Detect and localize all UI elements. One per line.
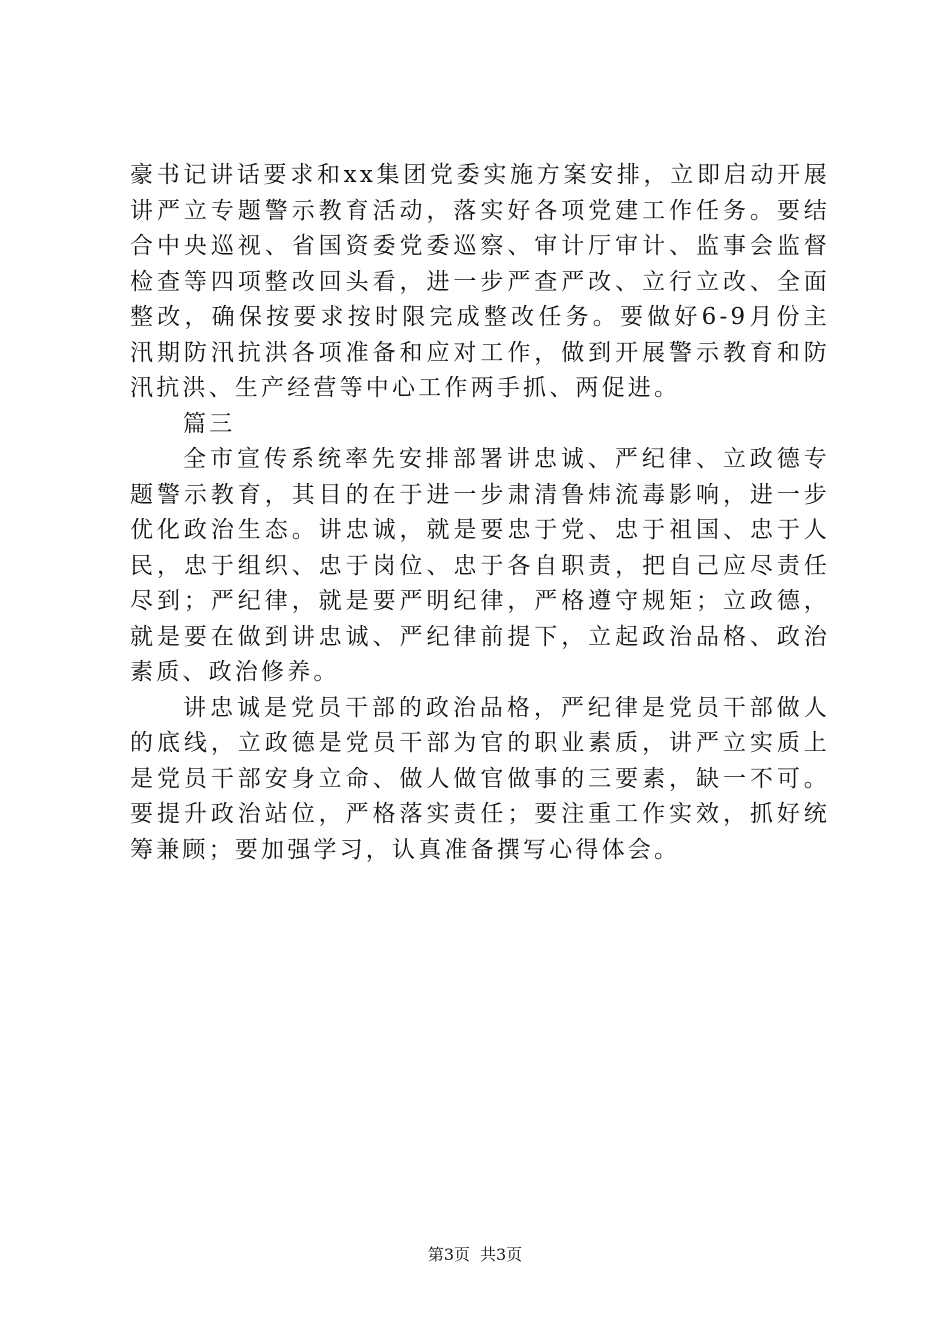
paragraph-continuation: 豪书记讲话要求和xx集团党委实施方案安排，立即启动开展讲严立专题警示教育活动，落实好各项党建工作任务。要结合中央巡视、省国资委党委巡察、审计厅审计、监事会监督检查等四项整改回头看，进一步严查严改、立行立改、全面整改，确保按要求按时限完成整改任务。要做好6-9月份主汛期防汛抗洪各项准备和应对工作，做到开展警示教育和防汛抗洪、生产经营等中心工作两手抓、两促进。 (130, 162, 830, 401)
page-total: 共3页 (480, 1245, 523, 1264)
paragraph: 全市宣传系统率先安排部署讲忠诚、严纪律、立政德专题警示教育，其目的在于进一步肃清鲁炜流毒影响，进一步优化政治生态。讲忠诚，就是要忠于党、忠于祖国、忠于人民，忠于组织、忠于岗位、忠于各自职责，把自己应尽责任尽到；严纪律，就是要严明纪律，严格遵守规矩；立政德，就是要在做到讲忠诚、严纪律前提下，立起政治品格、政治素质、政治修养。 (130, 446, 830, 685)
page-footer (0, 1245, 950, 1265)
document-body (130, 158, 830, 868)
page-number: 第3页 (427, 1245, 470, 1264)
paragraph: 讲忠诚是党员干部的政治品格，严纪律是党员干部做人的底线，立政德是党员干部为官的职业素质，讲严立实质上是党员干部安身立命、做人做官做事的三要素，缺一不可。要提升政治站位，严格落实责任；要注重工作实效，抓好统筹兼顾；要加强学习，认真准备撰写心得体会。 (130, 694, 830, 863)
section-heading: 篇三 (183, 410, 236, 437)
